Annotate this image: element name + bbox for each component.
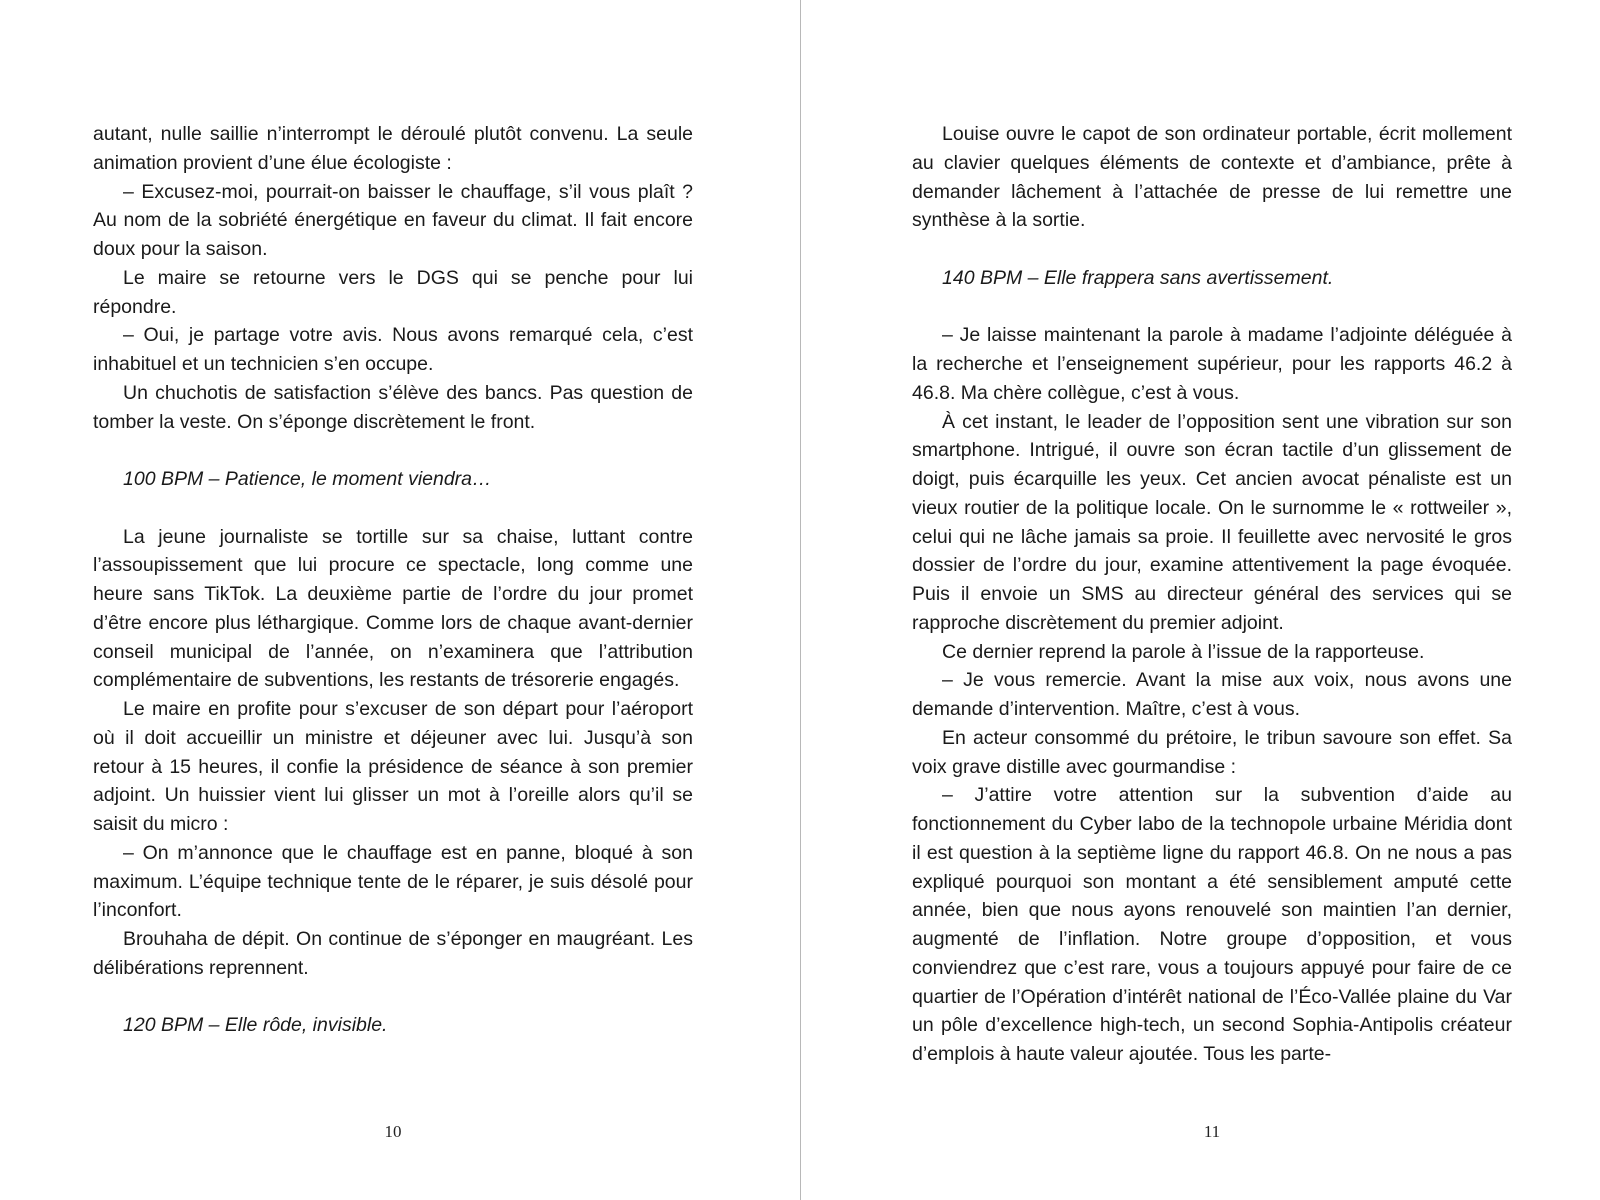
bpm-heading: 140 BPM – Elle frappera sans avertissement.: [942, 266, 1334, 289]
paragraph: – J’attire votre attention sur la subvention d’aide au fonctionnement du Cyber labo de la technopole urbaine Méridia dont il est question à la septième ligne du rapport 46.8. On ne nous a pas expliqué pourquoi son montant a été sensiblement amputé cette année, bien que nous ayons renouvelé son maintien l’an dernier, augmenté de l’inflation. Notre groupe d’opposition, et vous conviendrez que c’est rare, vous a toujours appuyé pour faire de ce quartier de l’Opération d’intérêt national de l’Éco-Vallée plaine du Var un pôle d’excellence high-tech, un second Sophia-Antipolis créateur d’emplois à haute valeur ajoutée. Tous les parte-: [912, 784, 1512, 1065]
left-page: [93, 120, 693, 1040]
paragraph: Ce dernier reprend la parole à l’issue de la rapporteuse.: [942, 640, 1425, 663]
bpm-heading: 100 BPM – Patience, le moment viendra…: [123, 468, 492, 490]
paragraph: – Excusez-moi, pourrait-on baisser le chauffage, s’il vous plaît ? Au nom de la sobriété énergétique en faveur du climat. Il fait encore doux pour la saison.: [93, 180, 693, 260]
paragraph: – Je vous remercie. Avant la mise aux voix, nous avons une demande d’intervention. Maître, c’est à vous.: [912, 669, 1512, 720]
paragraph: Un chuchotis de satisfaction s’élève des bancs. Pas question de tomber la veste. On s’éponge discrètement le front.: [93, 381, 693, 433]
page-number-left: 10: [384, 1122, 402, 1141]
paragraph: autant, nulle saillie n’interrompt le déroulé plutôt convenu. La seule animation provient d’une élue écologiste :: [93, 123, 693, 174]
paragraph: La jeune journaliste se tortille sur sa chaise, luttant contre l’assoupissement que lui procure ce spectacle, long comme une heure sans TikTok. La deuxième partie de l’ordre du jour promet d’être encore plus léthargique. Comme lors de chaque avant-dernier conseil municipal de l’année, on n’examinera que l’attribution complémentaire de subventions, les restants de trésorerie engagés.: [93, 525, 693, 692]
paragraph: À cet instant, le leader de l’opposition sent une vibration sur son smartphone. Intrigué, il ouvre son écran tactile d’un glissement de doigt, puis écarquille les yeux. Cet ancien avocat pénaliste est un vieux routier de la politique locale. On le surnomme le « rottweiler », celui qui ne lâche jamais sa proie. Il feuillette avec nervosité le gros dossier de l’ordre du jour, examine attentivement la page évoquée. Puis il envoie un SMS au directeur général des services qui se rapproche discrètement du premier adjoint.: [912, 410, 1512, 634]
page-number-right: 11: [1203, 1122, 1221, 1141]
paragraph: Louise ouvre le capot de son ordinateur portable, écrit mollement au clavier quelques éléments de contexte et d’ambiance, prête à demander lâchement à l’attachée de presse de lui remettre une synthèse à la sortie.: [912, 123, 1512, 232]
paragraph: Le maire en profite pour s’excuser de son départ pour l’aéroport où il doit accueillir un ministre et déjeuner avec lui. Jusqu’à son retour à 15 heures, il confie la présidence de séance à son premier adjoint. Un huissier vient lui glisser un mot à l’oreille alors qu’il se saisit du micro :: [93, 698, 693, 835]
paragraph: – Oui, je partage votre avis. Nous avons remarqué cela, c’est inhabituel et un technicien s’en occupe.: [93, 324, 693, 375]
paragraph: Brouhaha de dépit. On continue de s’éponger en maugréant. Les délibérations reprennent.: [93, 928, 693, 979]
paragraph: – On m’annonce que le chauffage est en panne, bloqué à son maximum. L’équipe technique tente de le réparer, je suis désolé pour l’inconfort.: [93, 841, 693, 922]
paragraph: Le maire se retourne vers le DGS qui se penche pour lui répondre.: [93, 266, 693, 318]
paragraph: En acteur consommé du prétoire, le tribun savoure son effet. Sa voix grave distille avec gourmandise :: [912, 726, 1512, 778]
bpm-heading: 120 BPM – Elle rôde, invisible.: [123, 1014, 388, 1037]
paragraph: – Je laisse maintenant la parole à madame l’adjointe déléguée à la recherche et l’enseignement supérieur, pour les rapports 46.2 à 46.8. Ma chère collègue, c’est à vous.: [912, 324, 1512, 404]
right-page: [912, 120, 1512, 1069]
page-gutter: [800, 0, 801, 1200]
